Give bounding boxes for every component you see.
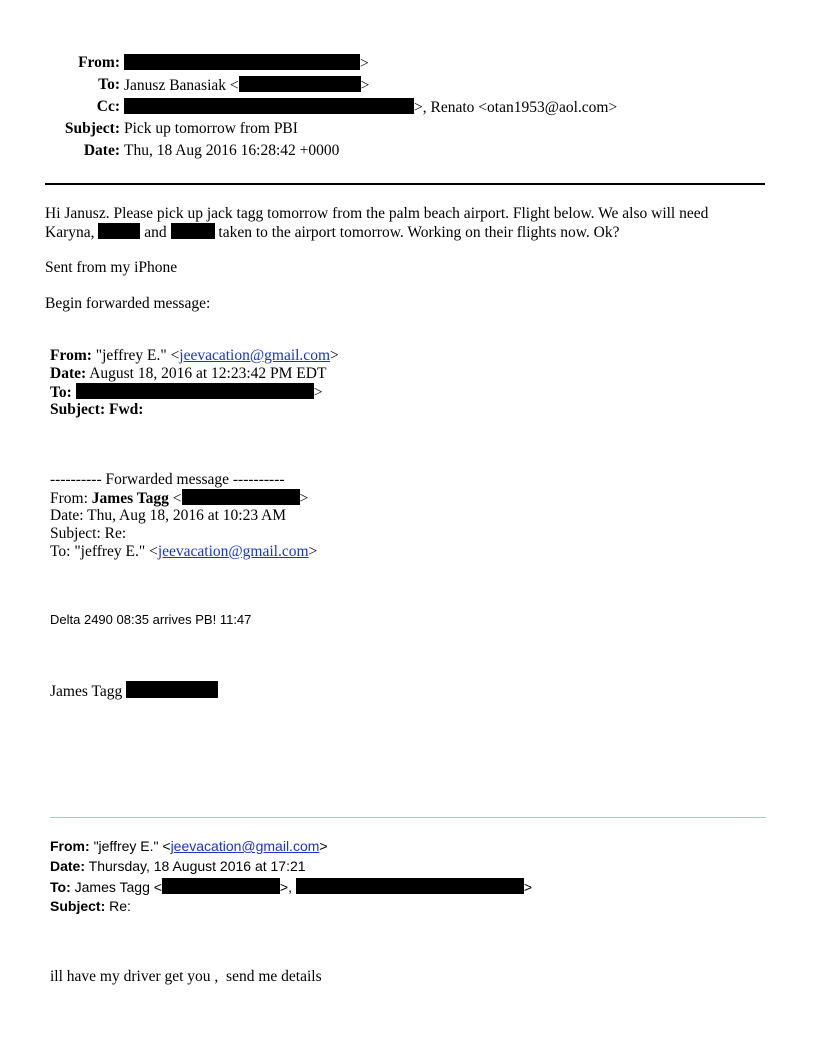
from-value bbox=[124, 54, 369, 73]
fwd2-date: Date: Thu, Aug 18, 2016 at 10:23 AM bbox=[50, 507, 287, 524]
reply-date-line bbox=[50, 858, 306, 874]
fwd1-date: August 18, 2016 at 12:23:42 PM EDT bbox=[89, 365, 327, 382]
reply-date-label: Date: bbox=[50, 858, 86, 874]
reply-divider bbox=[50, 817, 766, 818]
reply-message: ill have my driver get you , send me details bbox=[50, 968, 322, 985]
fwd1-from-email-link[interactable]: jeevacation@gmail.com bbox=[179, 347, 330, 364]
fwd1-date-label: Date: bbox=[50, 365, 87, 382]
begin-forwarded: Begin forwarded message: bbox=[45, 295, 211, 312]
reply-close-bracket: > bbox=[319, 838, 328, 854]
fwd1-to-line bbox=[50, 383, 322, 402]
subject-label: Subject: bbox=[64, 120, 120, 137]
redaction-block bbox=[98, 223, 140, 239]
fwd1-subject-label: Subject: bbox=[50, 401, 106, 418]
signature-line bbox=[50, 681, 218, 701]
reply-from-email-link[interactable]: jeevacation@gmail.com bbox=[170, 838, 320, 854]
fwd2-to-line bbox=[50, 543, 317, 561]
body-line-1: Hi Janusz. Please pick up jack tagg tomorrow from the palm beach airport. Flight below. We also will need bbox=[45, 205, 709, 222]
reply-subject-line bbox=[50, 898, 131, 914]
redaction-block bbox=[76, 383, 314, 399]
reply-to-close-bracket: > bbox=[523, 879, 533, 895]
cc-value bbox=[124, 98, 617, 117]
redaction-block bbox=[182, 489, 300, 505]
from-close-bracket: > bbox=[360, 55, 369, 72]
redaction-block bbox=[296, 878, 524, 894]
fwd1-from-label: From: bbox=[50, 347, 92, 364]
cc-extra: , Renato <otan1953@aol.com> bbox=[422, 99, 618, 116]
reply-from-name: "jeffrey E." < bbox=[93, 838, 171, 854]
to-label: To: bbox=[98, 76, 120, 93]
fwd2-subject: Subject: Re: bbox=[50, 525, 127, 542]
fwd1-subject-line bbox=[50, 401, 143, 419]
body-line-2 bbox=[45, 223, 620, 242]
fwd2-to-close-bracket: > bbox=[308, 543, 318, 560]
redaction-block bbox=[239, 76, 361, 92]
reply-to-name: James Tagg < bbox=[74, 879, 162, 895]
reply-from-label: From: bbox=[50, 838, 90, 854]
reply-to-sep: >, bbox=[279, 879, 292, 895]
fwd2-close-bracket: > bbox=[299, 490, 309, 507]
fwd1-subject: Fwd: bbox=[108, 401, 144, 418]
reply-to-line bbox=[50, 878, 532, 895]
fwd2-from-line bbox=[50, 489, 308, 508]
body-line-2-c: taken to the airport tomorrow. Working on their flights now. Ok? bbox=[218, 224, 620, 241]
body-line-2-b: and bbox=[144, 224, 167, 241]
date-value: Thu, 18 Aug 2016 16:28:42 +0000 bbox=[124, 142, 340, 159]
to-close-bracket: > bbox=[360, 77, 370, 94]
from-label: From: bbox=[78, 54, 120, 71]
signature-name: James Tagg bbox=[50, 683, 123, 700]
fwd2-to-email-link[interactable]: jeevacation@gmail.com bbox=[157, 543, 309, 560]
fwd2-from-lt: < bbox=[172, 490, 182, 507]
redaction-block bbox=[126, 681, 218, 698]
date-label: Date: bbox=[83, 142, 120, 159]
fwd1-from-line bbox=[50, 347, 339, 365]
reply-subject-label: Subject: bbox=[50, 898, 106, 914]
fwd1-from-name: "jeffrey E." < bbox=[95, 347, 180, 364]
reply-to-label: To: bbox=[50, 879, 71, 895]
to-value bbox=[124, 76, 369, 95]
redaction-block bbox=[124, 98, 414, 114]
reply-from-line bbox=[50, 838, 328, 854]
reply-date: Thursday, 18 August 2016 at 17:21 bbox=[88, 858, 306, 874]
cc-close-bracket: > bbox=[414, 99, 423, 116]
header-divider bbox=[45, 183, 765, 185]
cc-label: Cc: bbox=[96, 98, 120, 115]
redaction-block bbox=[124, 54, 360, 70]
subject-value: Pick up tomorrow from PBI bbox=[124, 120, 298, 137]
fwd2-to-prefix: To: "jeffrey E." < bbox=[50, 543, 158, 560]
reply-subject: Re: bbox=[109, 898, 131, 914]
fwd1-to-label: To: bbox=[50, 384, 72, 401]
redaction-block bbox=[171, 223, 215, 239]
to-name: Janusz Banasiak < bbox=[124, 77, 239, 94]
fwd2-from-name: James Tagg bbox=[91, 490, 169, 507]
fwd1-close-bracket: > bbox=[330, 347, 339, 364]
fwd1-date-line bbox=[50, 365, 326, 383]
redaction-block bbox=[162, 878, 280, 894]
fwd2-from-prefix: From: bbox=[50, 490, 88, 507]
body-line-2-a: Karyna, bbox=[45, 224, 95, 241]
fwd2-separator: ---------- Forwarded message ---------- bbox=[50, 471, 285, 488]
flight-info: Delta 2490 08:35 arrives PB! 11:47 bbox=[50, 612, 252, 627]
sent-from: Sent from my iPhone bbox=[45, 259, 178, 276]
fwd1-to-close-bracket: > bbox=[313, 384, 323, 401]
